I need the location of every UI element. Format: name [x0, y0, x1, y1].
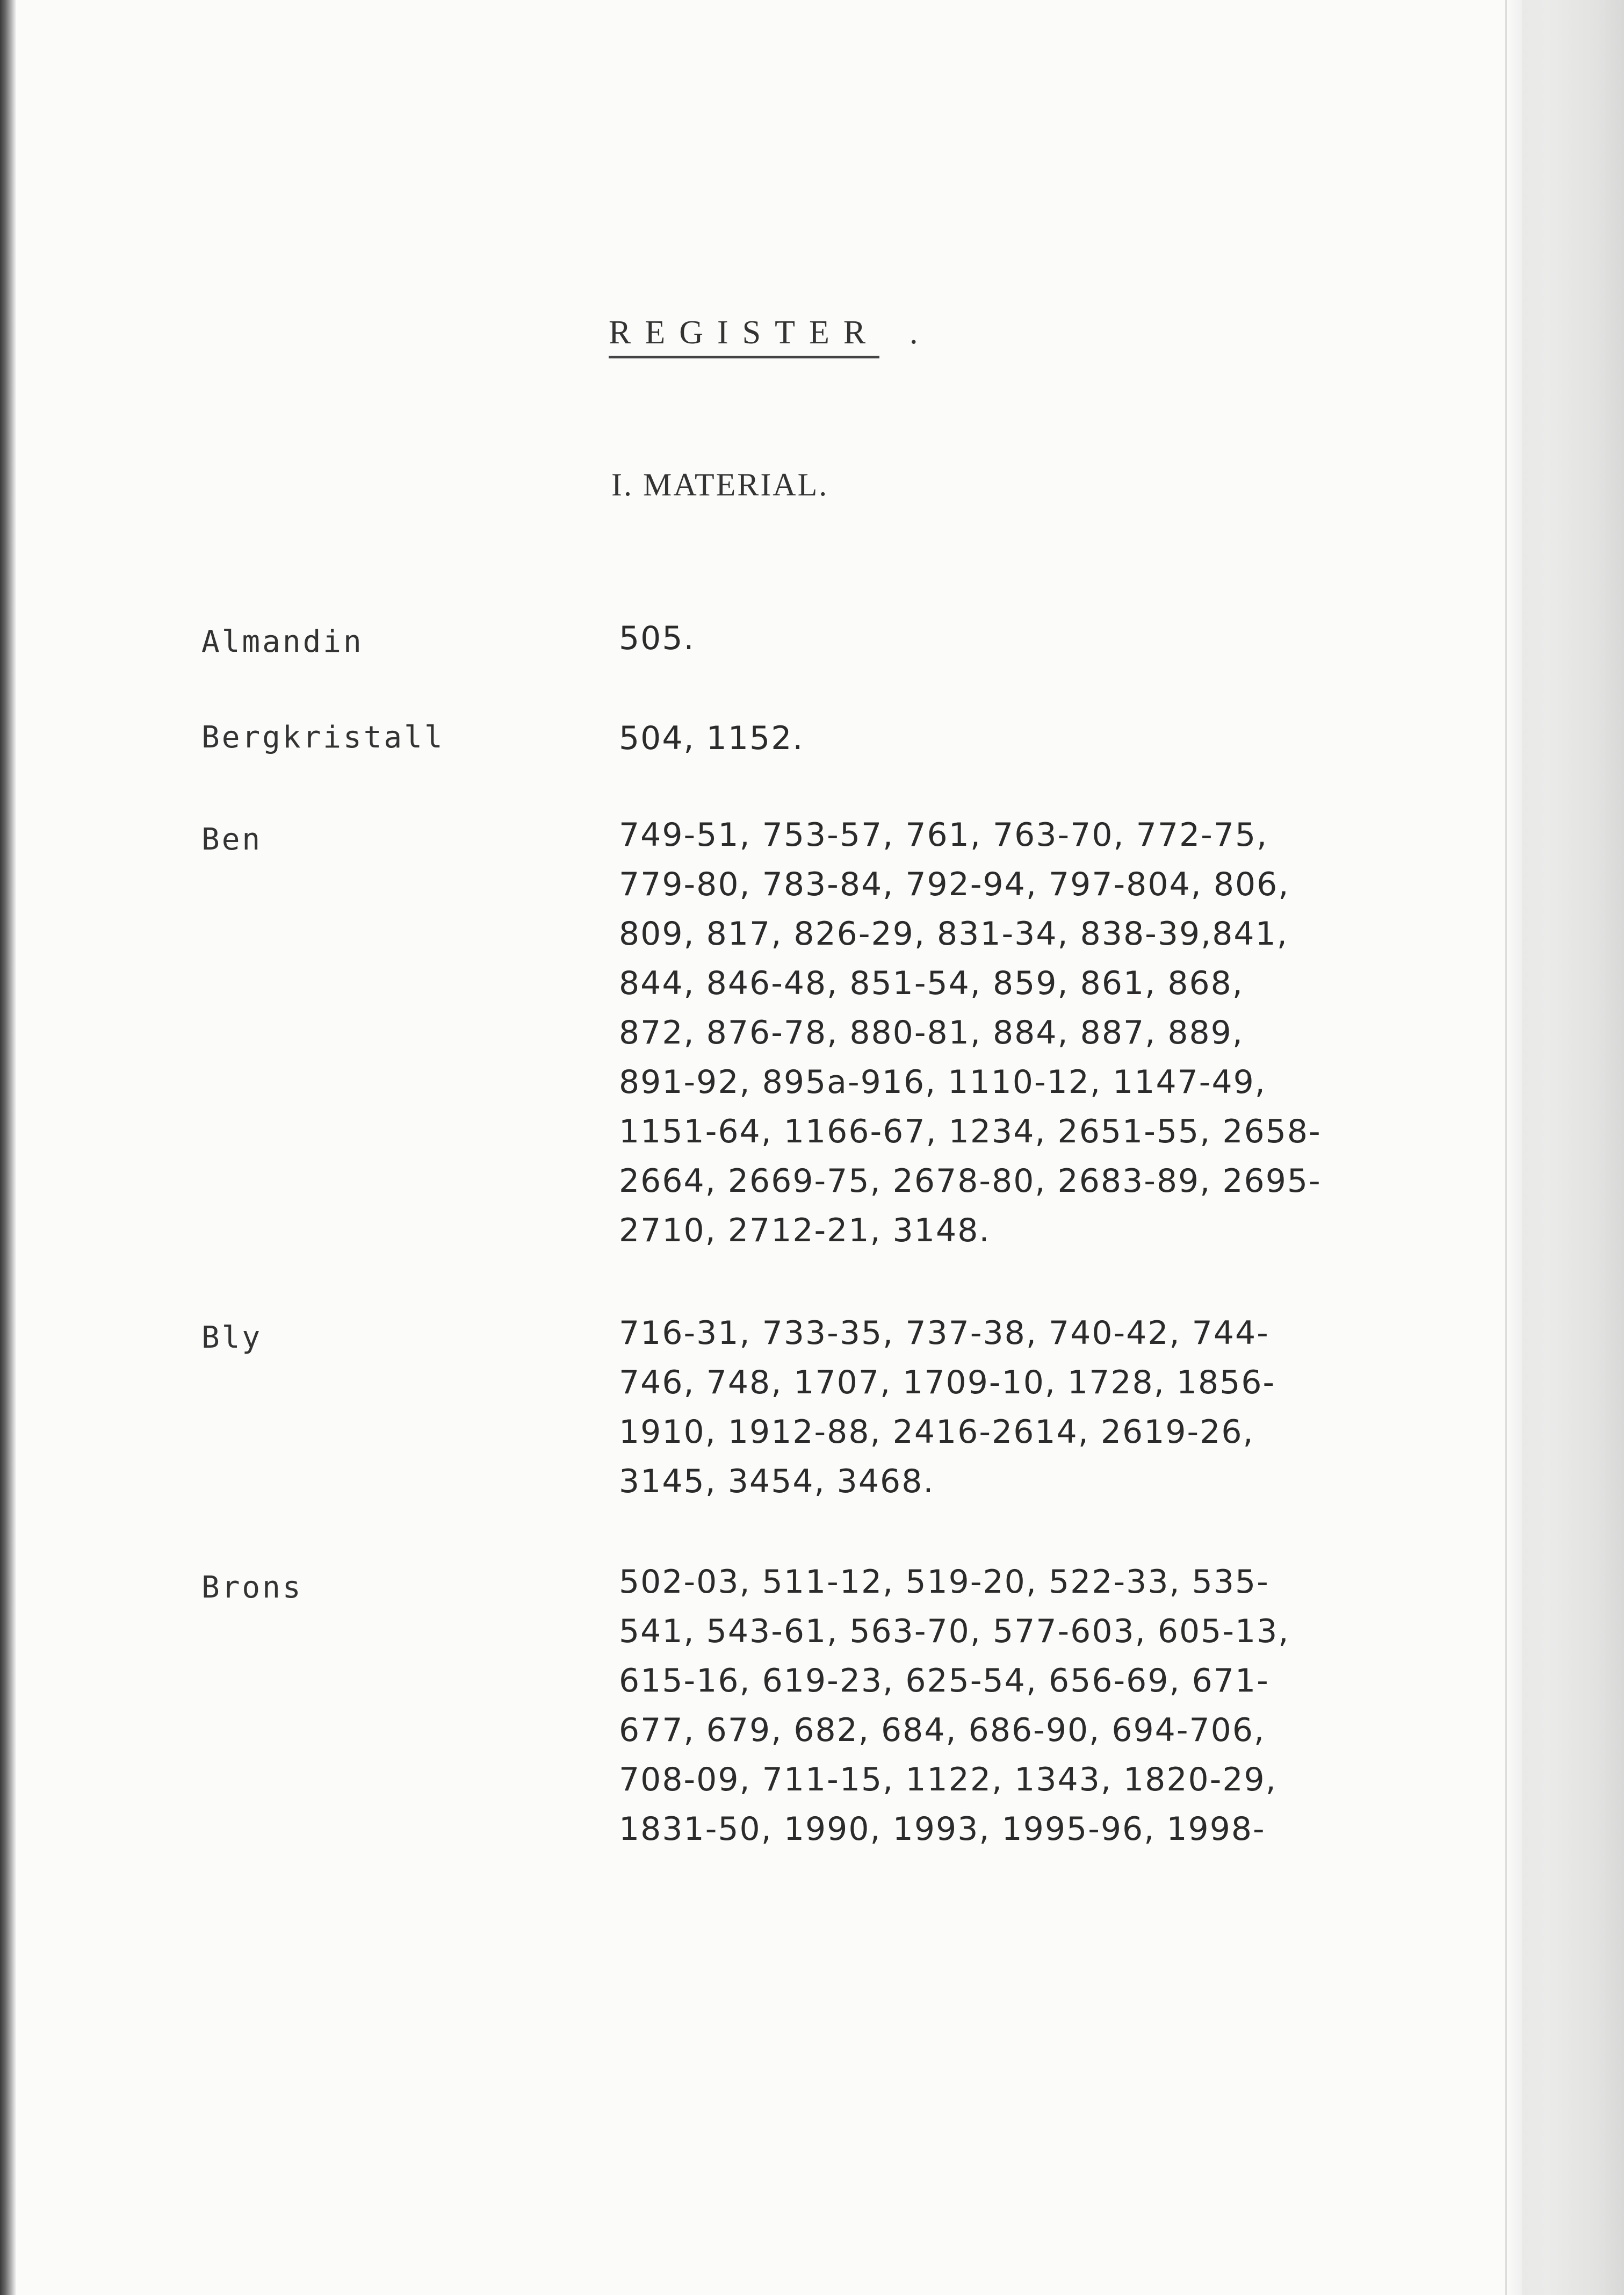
entry-term-bly: Bly	[201, 1320, 263, 1355]
entry-term-almandin: Almandin	[201, 624, 364, 659]
entry-refs-brons: 502-03, 511-12, 519-20, 522-33, 535- 541, 543-61, 563-70, 577-603, 605-13, 615-16, 619-23, 625-54, 656-69, 671- 677, 679, 682, 684, 686-90, 694-706, 708-09, 711-15, 1122, 1343, 1820-29, 1831-50, 1990, 1993, 1995-96, 1998-	[619, 1563, 1290, 1848]
entry-refs-bly: 716-31, 733-35, 737-38, 740-42, 744- 746, 748, 1707, 1709-10, 1728, 1856- 1910, 1912-88, 2416-2614, 2619-26, 3145, 3454, 3468.	[619, 1314, 1276, 1500]
page-fold-line	[1505, 0, 1507, 2295]
entry-refs-bergkristall: 504, 1152.	[619, 720, 804, 757]
entry-refs-almandin: 505.	[619, 620, 695, 657]
page-right-edge	[1506, 0, 1624, 2295]
entry-term-brons: Brons	[201, 1570, 303, 1605]
entry-refs-ben: 749-51, 753-57, 761, 763-70, 772-75, 779-80, 783-84, 792-94, 797-804, 806, 809, 817, 826-29, 831-34, 838-39,841, 844, 846-48, 851-54, 859, 861, 868, 872, 876-78, 880-81, 884, 887, 889, 891-92, 895a-916, 1110-12, 1147-49, 1151-64, 1166-67, 1234, 2651-55, 2658- 2664, 2669-75, 2678-80, 2683-89, 2695- 2710, 2712-21, 3148.	[619, 816, 1322, 1249]
register-title-period: .	[910, 314, 918, 351]
page-binding-edge	[0, 0, 16, 2295]
register-title: REGISTER	[609, 312, 879, 358]
entry-term-ben: Ben	[201, 822, 263, 857]
section-heading-material: I. MATERIAL.	[611, 467, 829, 502]
entry-term-bergkristall: Bergkristall	[201, 720, 445, 755]
